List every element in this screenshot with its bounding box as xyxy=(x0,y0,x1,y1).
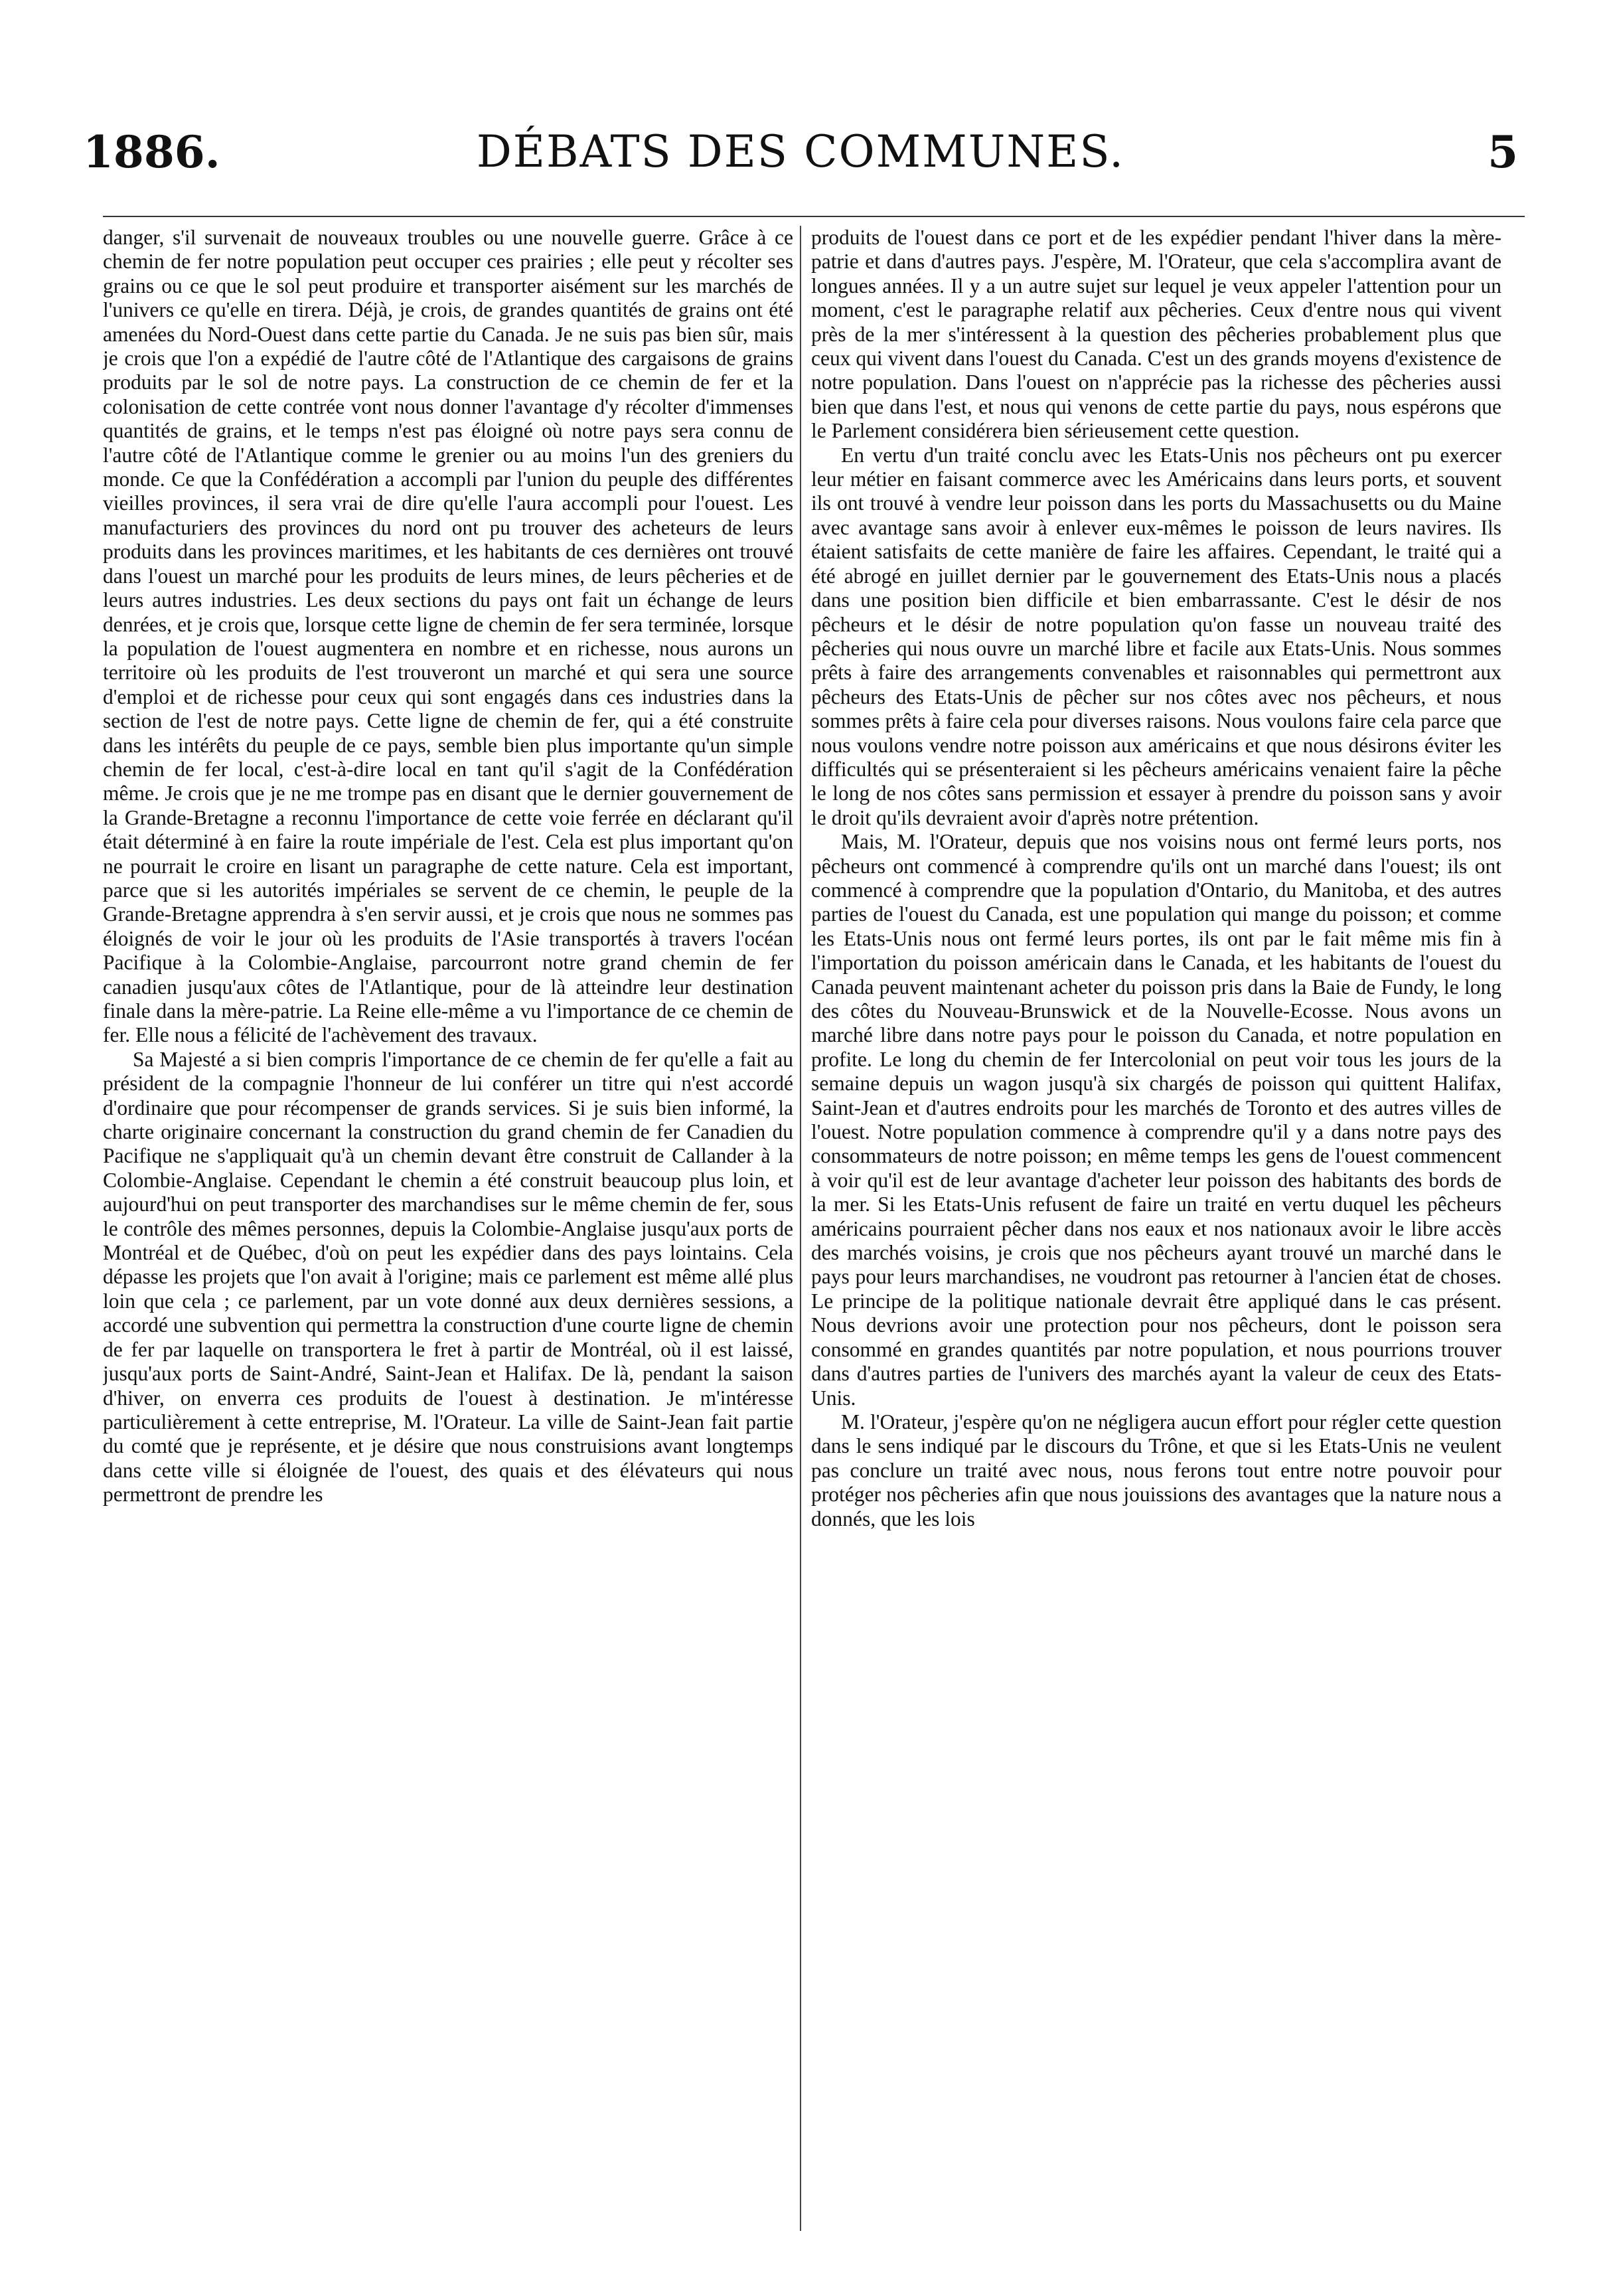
paragraph: M. l'Orateur, j'espère qu'on ne négligera aucun effort pour régler cette question dans le sens indiqué par le discours du Trône, et que si les Etats-Unis ne veulent pas conclure un traité avec nous, nous ferons tout entre notre pouvoir pour protéger nos pêcheries afin que nous jouissions des avantages que la nature nous a donnés, que les lois xyxy=(811,1410,1501,1530)
header-title: DÉBATS DES COMMUNES. xyxy=(476,126,1125,177)
paragraph: En vertu d'un traité conclu avec les Etats-Unis nos pêcheurs ont pu exercer leur métier en faisant commerce avec les Américains dans leurs ports, et souvent ils ont trouvé à vendre leur poisson dans les ports du Massachusetts ou du Maine avec avantage sans avoir à enlever eux-mêmes le poisson de leurs navires. Ils étaient satisfaits de cette manière de faire les affaires. Cependant, le traité qui a été abrogé en juillet dernier par le gouvernement des Etats-Unis nous a placés dans une position bien difficile et bien embarrassante. C'est le désir de nos pêcheurs et le désir de notre population qu'on fasse un nouveau traité des pêcheries qui nous ouvre un marché libre et facile aux Etats-Unis. Nous sommes prêts à faire des arrangements convenables et raisonnables qui permettront aux pêcheurs des Etats-Unis de pêcher sur nos côtes avec nos pêcheurs, et nous sommes prêts à faire cela pour diverses raisons. Nous voulons faire cela parce que nous voulons vendre notre poisson aux américains et que nous désirons éviter les difficultés qui se présenteraient si les pêcheurs américains venaient faire la pêche le long de nos côtes sans permission et essayer à prendre du poisson sans y avoir le droit qu'ils devraient avoir d'après notre prétention. xyxy=(811,443,1501,829)
page-number: 5 xyxy=(1488,126,1518,178)
paragraph: produits de l'ouest dans ce port et de les expédier pendant l'hiver dans la mère-patrie et dans d'autres pays. J'espère, M. l'Orateur, que cela s'accomplira avant de longues années. Il y a un autre sujet sur lequel je veux appeler l'attention pour un moment, c'est le paragraphe relatif aux pêcheries. Ceux d'entre nous qui vivent près de la mer s'intéressent à la question des pêcheries probablement plus que ceux qui vivent dans l'ouest du Canada. C'est un des grands moyens d'existence de notre population. Dans l'ouest on n'apprécie pas la richesse des pêcheries aussi bien que dans l'est, et nous qui venons de cette partie du pays, nous espérons que le Parlement considérera bien sérieusement cette question. xyxy=(811,226,1501,443)
paragraph: danger, s'il survenait de nouveaux troubles ou une nouvelle guerre. Grâce à ce chemin de fer notre population peut occuper ces prairies ; elle peut y récolter ses grains ou ce que le sol peut produire et transporter aisément sur les marchés de l'univers ce qu'elle en tirera. Déjà, je crois, de grandes quantités de grains ont été amenées du Nord-Ouest dans cette partie du Canada. Je ne suis pas bien sûr, mais je crois que l'on a expédié de l'autre côté de l'Atlantique des cargaisons de grains produits par le sol de notre pays. La construction de ce chemin de fer et la colonisation de cette contrée vont nous donner l'avantage d'y récolter d'immenses quantités de grains, et le temps n'est pas éloigné où notre pays sera connu de l'autre côté de l'Atlantique comme le grenier ou au moins l'un des greniers du monde. Ce que la Confédération a accompli par l'union du peuple des différentes vieilles provinces, il sera vrai de dire qu'elle l'aura accompli pour l'ouest. Les manufacturiers des provinces du nord ont pu trouver des acheteurs de leurs produits dans les provinces maritimes, et les habitants de ces dernières ont trouvé dans l'ouest un marché pour les produits de leurs mines, de leurs pêcheries et de leurs autres industries. Les deux sections du pays ont fait un échange de leurs denrées, et je crois que, lorsque cette ligne de chemin de fer sera terminée, lorsque la population de l'ouest augmentera en nombre et en richesse, nous aurons un territoire où les produits de l'est trouveront un marché et qui sera une source d'emploi et de richesse pour ceux qui sont engagés dans ces industries dans la section de l'est de notre pays. Cette ligne de chemin de fer, qui a été construite dans les intérêts du peuple de ce pays, semble bien plus importante qu'un simple chemin de fer local, c'est-à-dire local en tant qu'il s'agit de la Confédération même. Je crois que je ne me trompe pas en disant que le dernier gouvernement de la Grande-Bretagne a reconnu l'importance de cette voie ferrée en déclarant qu'il était déterminé à en faire la route impériale de l'est. Cela est plus important qu'on ne pourrait le croire en lisant un paragraphe de cette nature. Cela est important, parce que si les autorités impériales se servent de ce chemin, le peuple de la Grande-Bretagne apprendra à s'en servir aussi, et je crois que nous ne sommes pas éloignés de voir le jour où les produits de l'Asie transportés à travers l'océan Pacifique à la Colombie-Anglaise, parcourront notre grand chemin de fer canadien jusqu'aux côtes de l'Atlantique, pour de là atteindre leur destination finale dans la mère-patrie. La Reine elle-même a vu l'importance de ce chemin de fer. Elle nous a félicité de l'achèvement des travaux. xyxy=(103,226,793,1047)
page-header xyxy=(83,100,1518,178)
left-column xyxy=(103,226,793,2244)
column-divider xyxy=(800,226,801,2231)
paragraph: Sa Majesté a si bien compris l'importance de ce chemin de fer qu'elle a fait au président de la compagnie l'honneur de lui conférer un titre qui n'est accordé d'ordinaire que pour récompenser de grands services. Si je suis bien informé, la charte originaire concernant la construction du grand chemin de fer Canadien du Pacifique ne s'appliquait qu'à un chemin devant être construit de Callander à la Colombie-Anglaise. Cependant le chemin a été construit beaucoup plus loin, et aujourd'hui on peut transporter des marchandises sur le même chemin de fer, sous le contrôle des mêmes personnes, depuis la Colombie-Anglaise jusqu'aux ports de Montréal et de Québec, d'où on peut les expédier dans des pays lointains. Cela dépasse les projets que l'on avait à l'origine; mais ce parlement est même allé plus loin que cela ; ce parlement, par un vote donné aux deux dernières sessions, a accordé une subvention qui permettra la construction d'une courte ligne de chemin de fer par laquelle on transportera le fret à partir de Montréal, où il est laissé, jusqu'aux ports de Saint-André, Saint-Jean et Halifax. De là, pendant la saison d'hiver, on enverra ces produits de l'ouest à destination. Je m'intéresse particulièrement à cette entreprise, M. l'Orateur. La ville de Saint-Jean fait partie du comté que je représente, et je désire que nous construisions avant longtemps dans cette ville si éloignée de l'ouest, des quais et des élévateurs qui nous permettront de prendre les xyxy=(103,1047,793,1507)
paragraph: Mais, M. l'Orateur, depuis que nos voisins nous ont fermé leurs ports, nos pêcheurs ont commencé à comprendre qu'ils ont un marché dans l'ouest; ils ont commencé à comprendre que la population d'Ontario, du Manitoba, et des autres parties de l'ouest du Canada, est une population qui mange du poisson; et comme les Etats-Unis nous ont fermé leurs portes, ils ont par le fait même mis fin à l'importation du poisson américain dans le Canada, et les habitants de l'ouest du Canada peuvent maintenant acheter du poisson pris dans la Baie de Fundy, le long des côtes du Nouveau-Brunswick et de la Nouvelle-Ecosse. Nous avons un marché libre dans notre pays pour le poisson du Canada, et notre population en profite. Le long du chemin de fer Intercolonial on peut voir tous les jours de la semaine depuis un wagon jusqu'à six chargés de poisson qui quittent Halifax, Saint-Jean et d'autres endroits pour les marchés de Toronto et des autres villes de l'ouest. Notre population commence à comprendre qu'il y a dans notre pays des consommateurs de notre poisson; en même temps les gens de l'ouest commencent à voir qu'il est de leur avantage d'acheter leur poisson des habitants des bords de la mer. Si les Etats-Unis refusent de faire un traité en vertu duquel les pêcheurs américains pourraient pêcher dans nos eaux et nos nationaux avoir le libre accès des marchés voisins, je crois que nos pêcheurs ayant trouvé un marché dans le pays pour leurs marchandises, ne voudront pas retourner à l'ancien état de choses. Le principe de la politique nationale devrait être appliqué dans le cas présent. Nous devrions avoir une protection pour nos pêcheurs, dont le poisson sera consommé en grandes quantités par notre population, et nous pourrions trouver dans d'autres parties de l'univers des marchés ayant la valeur de ceux des Etats-Unis. xyxy=(811,830,1501,1410)
header-year: 1886. xyxy=(83,126,220,178)
right-column xyxy=(811,226,1501,2244)
header-rule xyxy=(103,216,1525,217)
